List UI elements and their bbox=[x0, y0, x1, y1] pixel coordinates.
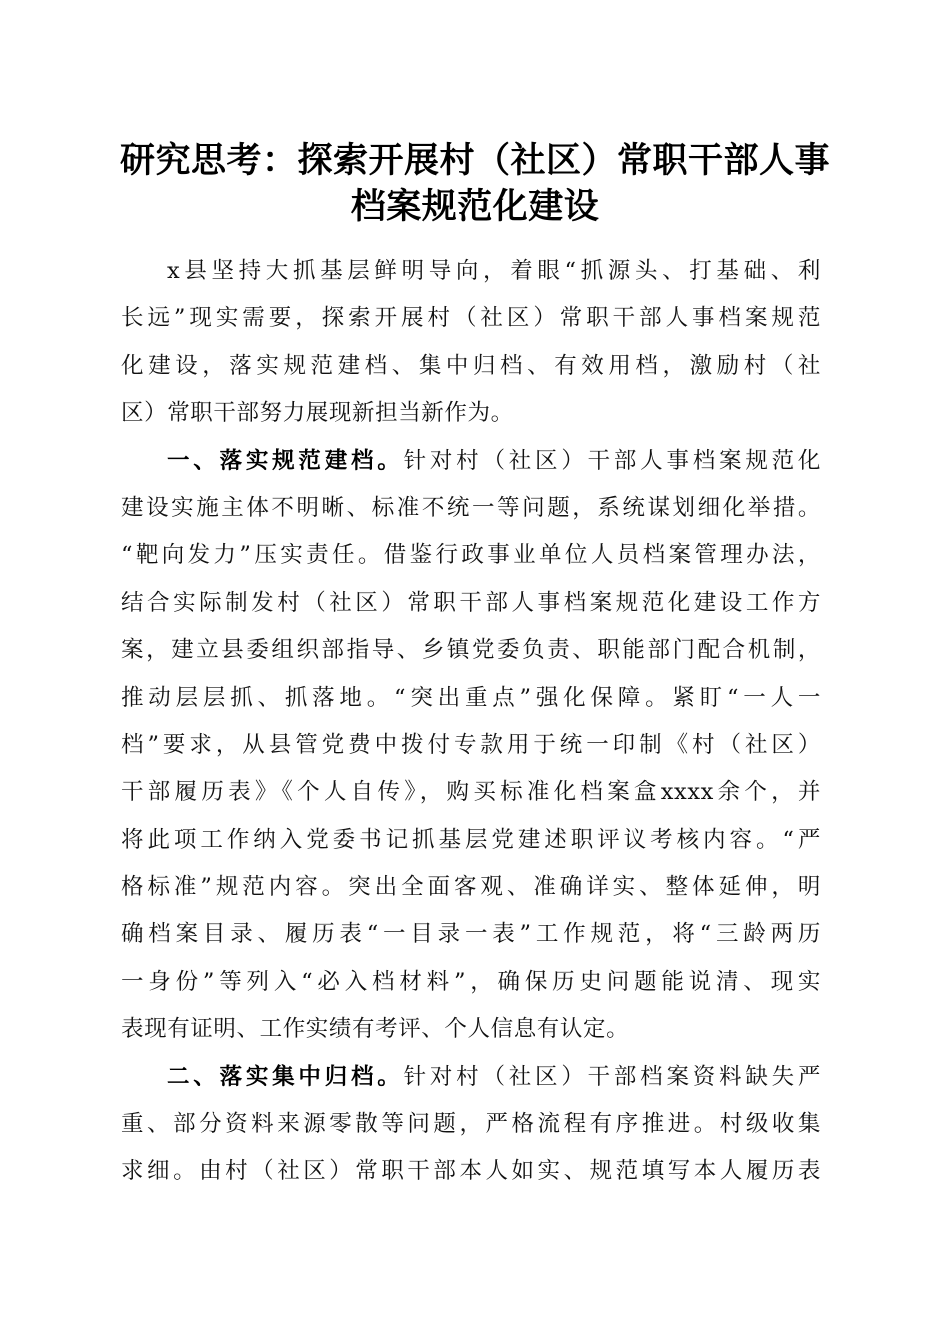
text-line: 格标准”规范内容。突出全面客观、准确详实、整体延伸，明 bbox=[121, 874, 821, 901]
text-line: 干部履历表》《个人自传》，购买标准化档案盒xxxx余个，并 bbox=[121, 779, 821, 806]
text-line: 将此项工作纳入党委书记抓基层党建述职评议考核内容。“严 bbox=[121, 826, 821, 853]
title-line: 研究思考：探索开展村（社区）常职干部人事 bbox=[119, 140, 830, 181]
text-line bbox=[121, 438, 821, 485]
text-line: 档”要求，从县管党费中拨付专款用于统一印制《村（社区） bbox=[121, 731, 821, 758]
text-line: “靶向发力”压实责任。借鉴行政事业单位人员档案管理办法， bbox=[121, 542, 821, 569]
paragraph-section-2 bbox=[121, 1054, 821, 1196]
text-run: 针对村（社区）干部档案资料缺失严 bbox=[403, 1063, 821, 1090]
text-line: 表现有证明、工作实绩有考评、个人信息有认定。 bbox=[121, 1016, 630, 1043]
section-heading: 二、落实集中归档。 bbox=[167, 1063, 404, 1090]
text-line: 建设实施主体不明晰、标准不统一等问题，系统谋划细化举措。 bbox=[121, 494, 821, 521]
text-line: 一身份”等列入“必入档材料”，确保历史问题能说清、现实 bbox=[121, 968, 821, 995]
text-line: x县坚持大抓基层鲜明导向，着眼“抓源头、打基础、利 bbox=[167, 258, 821, 284]
text-run: 针对村（社区）干部人事档案规范化 bbox=[403, 447, 821, 474]
text-line: 案，建立县委组织部指导、乡镇党委负责、职能部门配合机制， bbox=[121, 637, 821, 664]
text-line: 推动层层抓、抓落地。“突出重点”强化保障。紧盯“一人一 bbox=[121, 684, 821, 711]
paragraph-section-1 bbox=[121, 438, 821, 1054]
text-line: 区）常职干部努力展现新担当新作为。 bbox=[121, 400, 514, 427]
section-heading: 一、落实规范建档。 bbox=[167, 447, 404, 474]
text-line: 化建设，落实规范建档、集中归档、有效用档，激励村（社 bbox=[121, 352, 821, 379]
text-line: 重、部分资料来源零散等问题，严格流程有序推进。村级收集 bbox=[121, 1111, 821, 1138]
document-title bbox=[100, 138, 850, 230]
text-line: 求细。由村（社区）常职干部本人如实、规范填写本人履历表 bbox=[121, 1158, 821, 1185]
paragraph-intro bbox=[121, 248, 821, 438]
document-body bbox=[121, 248, 821, 1196]
text-line: 长远”现实需要，探索开展村（社区）常职干部人事档案规范 bbox=[121, 305, 821, 332]
text-line bbox=[121, 1054, 821, 1101]
title-line: 档案规范化建设 bbox=[350, 186, 600, 227]
text-line: 确档案目录、履历表“一目录一表”工作规范，将“三龄两历 bbox=[121, 921, 821, 948]
text-line: 结合实际制发村（社区）常职干部人事档案规范化建设工作方 bbox=[121, 589, 821, 616]
